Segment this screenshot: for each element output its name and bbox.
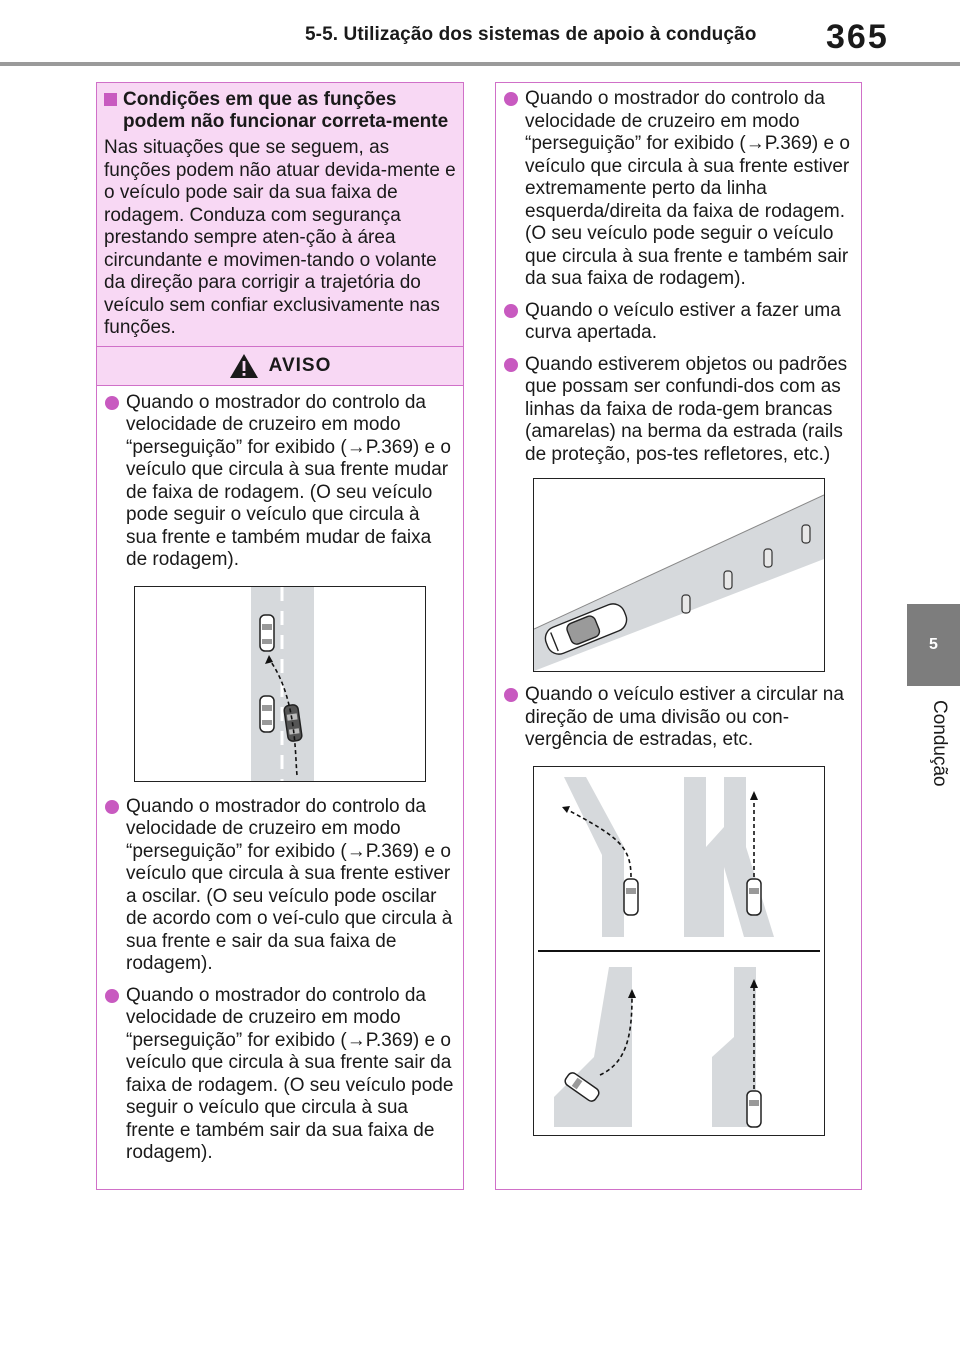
bullet-dot-icon (105, 396, 119, 410)
square-bullet-icon (104, 93, 117, 106)
conditions-text: Nas situações que se seguem, as funções podem não atuar devida-mente e o veículo pode sair da sua faixa de rodagem. Conduza com segurança prestando sempre aten-ção à área circundante e movimen-tando o volante da direção para corrigir a trajetória do veículo sem confiar exclusivamente nas funções. (104, 137, 456, 338)
section-title: 5-5. Utilização dos sistemas de apoio à condução (305, 24, 757, 45)
bullet-dot-icon (504, 688, 518, 702)
warning-triangle-icon (229, 353, 259, 379)
bullet-dot-icon (504, 358, 518, 372)
list-item (105, 392, 455, 572)
list-item (504, 354, 853, 467)
bullet-dot-icon (504, 92, 518, 106)
page-number: 365 (826, 18, 889, 56)
bullet-text: Quando o mostrador do controlo da velocidade de cruzeiro em modo “perseguição” for exibido (→P.369) e o veículo que circula à sua frente estiver a oscilar. (O seu veículo pode oscilar de acordo com o veí-culo que circula à sua frente e sair da sua faixa de rodagem). (126, 795, 453, 974)
chapter-label: Condução (929, 700, 950, 787)
conditions-box (97, 83, 463, 347)
list-item (105, 796, 455, 976)
chapter-number: 5 (929, 636, 938, 653)
warning-label: AVISO (268, 354, 332, 376)
conditions-heading (104, 89, 456, 133)
list-item (504, 88, 853, 291)
list-item (105, 985, 455, 1165)
bullet-text: Quando estiverem objetos ou padrões que possam ser confundi-dos com as linhas da faixa de roda-gem brancas (amarelas) na berma da estrada (rails de proteção, pos-tes refletores, etc.) (525, 353, 848, 465)
warning-bar (97, 347, 463, 386)
lane-change-illustration (134, 586, 426, 782)
list-item (504, 684, 853, 752)
chapter-tab (907, 604, 960, 686)
right-bullets (496, 83, 861, 1136)
reflector-posts-illustration (533, 478, 825, 672)
bullet-text: Quando o mostrador do controlo da velocidade de cruzeiro em modo “perseguição” for exibido (→P.369) e o veículo que circula à sua frente estiver extremamente perto da linha esquerda/direita da faixa de rodagem. (O seu veículo pode seguir o veículo que circula à sua frente e também sair da sua faixa de rodagem). (525, 88, 850, 289)
right-column (495, 82, 862, 1190)
bullet-text: Quando o veículo estiver a circular na direção de uma divisão ou con-vergência de estradas, etc. (525, 684, 844, 750)
bullet-text: Quando o mostrador do controlo da velocidade de cruzeiro em modo “perseguição” for exibido (→P.369) e o veículo que circula à sua frente mudar de faixa de rodagem. (O seu veículo pode seguir o veículo que circula à sua frente e também mudar de faixa de rodagem). (126, 391, 451, 570)
header-divider (0, 62, 960, 66)
road-split-merge-illustration (533, 766, 825, 1136)
left-column (96, 82, 464, 1190)
warning-bullets (97, 386, 463, 1165)
conditions-heading-text: Condições em que as funções podem não funcionar correta-mente (123, 89, 449, 132)
bullet-text: Quando o veículo estiver a fazer uma curva apertada. (525, 299, 841, 343)
bullet-text: Quando o mostrador do controlo da velocidade de cruzeiro em modo “perseguição” for exibido (→P.369) e o veículo que circula à sua frente sair da faixa de rodagem. (O seu veículo pode seguir o veículo que circula à sua frente e também sair da sua faixa de rodagem). (126, 984, 454, 1163)
bullet-dot-icon (105, 800, 119, 814)
list-item (504, 300, 853, 345)
bullet-dot-icon (105, 989, 119, 1003)
bullet-dot-icon (504, 304, 518, 318)
